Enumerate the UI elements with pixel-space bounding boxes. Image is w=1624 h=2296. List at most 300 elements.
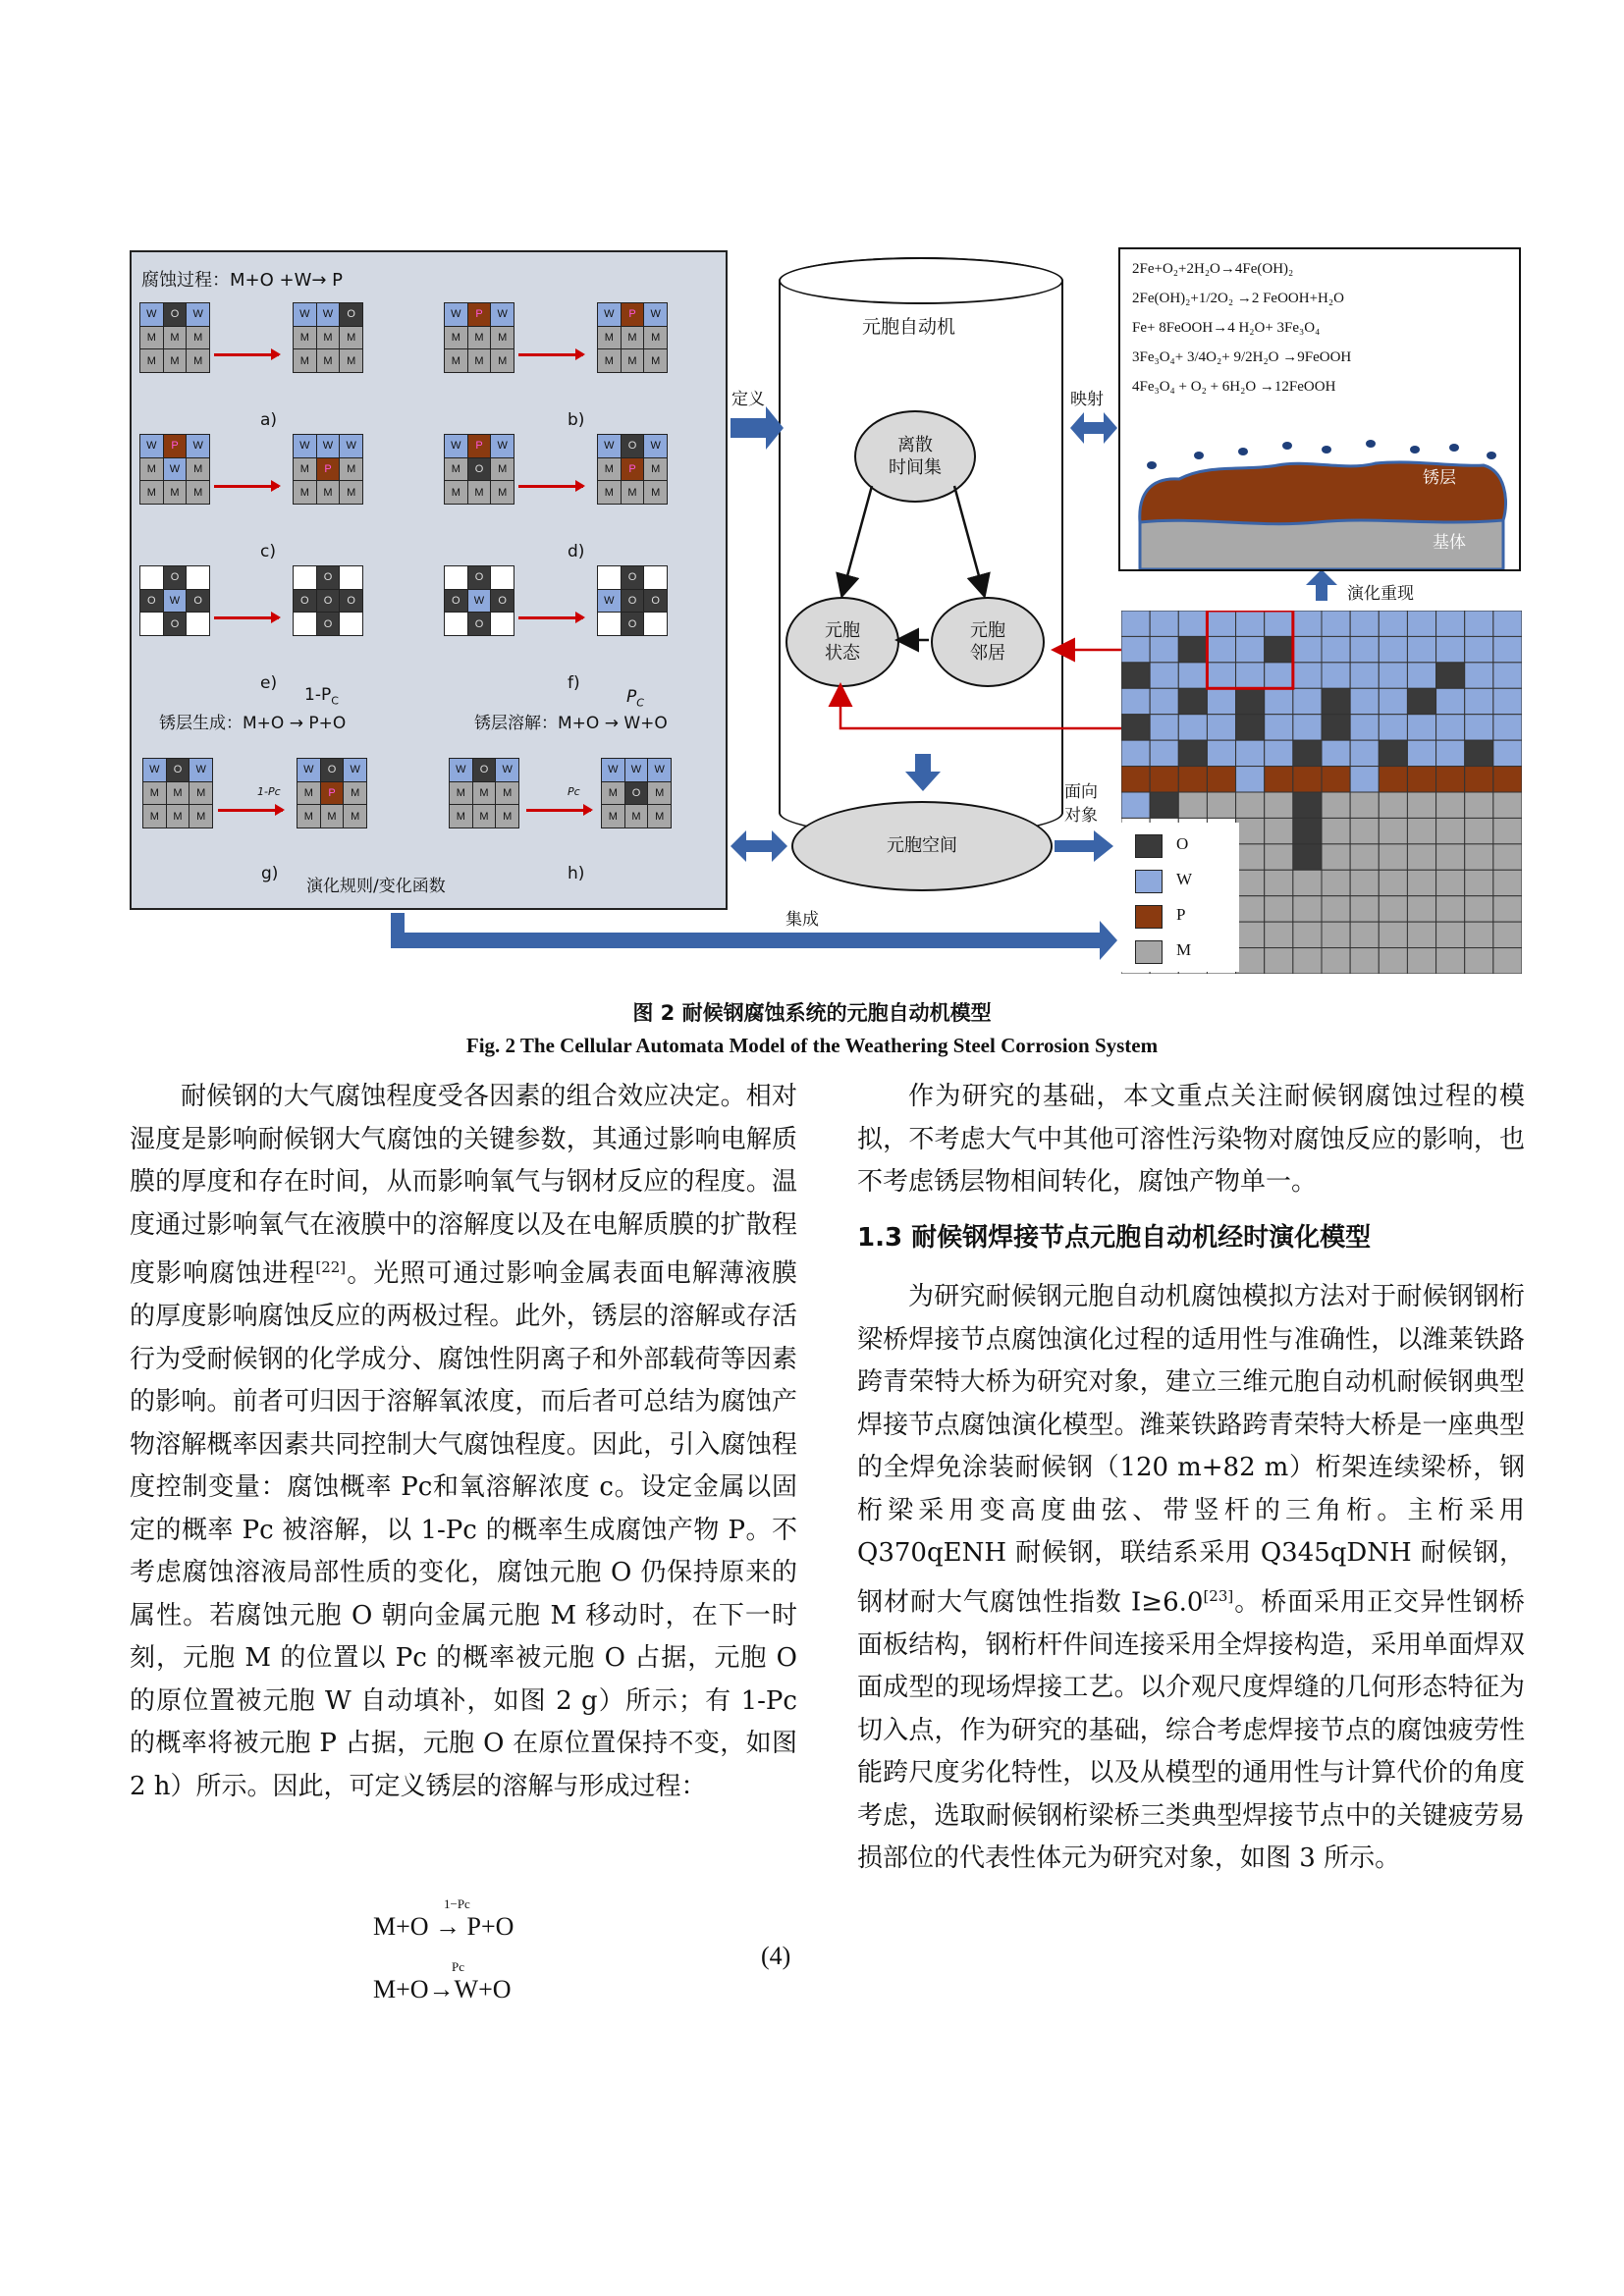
grid-cell: M xyxy=(317,481,340,504)
ca-cell xyxy=(1465,767,1493,792)
legend-swatch-w xyxy=(1135,870,1163,893)
evolve-arrow xyxy=(1306,569,1337,601)
grid-cell: O xyxy=(468,458,491,481)
ca-cell xyxy=(1207,740,1235,766)
ca-cell xyxy=(1150,688,1178,714)
grid-cell: O xyxy=(445,590,467,613)
ca-cell xyxy=(1465,715,1493,740)
ca-cell xyxy=(1379,636,1407,662)
grid-cell: M xyxy=(298,782,320,805)
ca-cell xyxy=(1293,636,1322,662)
ca-cell xyxy=(1493,870,1522,895)
left-column xyxy=(130,1076,797,1808)
grid-cell: M xyxy=(644,349,667,372)
ca-cell xyxy=(1493,792,1522,818)
grid-cell: W xyxy=(598,303,621,326)
grid-cell: M xyxy=(491,349,514,372)
ca-cell xyxy=(1407,948,1435,974)
grid-cell: W xyxy=(445,435,467,457)
grid-cell: O xyxy=(164,303,187,326)
ca-cell xyxy=(1322,663,1350,688)
ca-cell xyxy=(1322,844,1350,870)
equation-3: Fe+ 8FeOOH→4 H₂O+ 3Fe₃O₄ xyxy=(1132,320,1321,336)
grid-cell: M xyxy=(321,805,344,828)
ca-cell xyxy=(1493,740,1522,766)
right-paragraph-1: 作为研究的基础，本文重点关注耐候钢腐蚀过程的模拟，不考虑大气中其他可溶性污染物对腐蚀反应的影响，也不考虑锈层物相间转化，腐蚀产物单一。 xyxy=(857,1082,1525,1197)
equation-2: 2Fe(OH)₂+1/2O₂ →2 FeOOH+H₂O xyxy=(1132,291,1344,306)
equation-1: 2Fe+O₂+2H₂O→4Fe(OH)₂ xyxy=(1132,261,1294,277)
grid-cell: M xyxy=(164,349,187,372)
grid-cell: M xyxy=(294,327,316,349)
grid-cell: M xyxy=(187,458,209,481)
legend-label-w: W xyxy=(1176,870,1193,888)
grid-cell: M xyxy=(187,327,209,349)
ca-cell xyxy=(1293,948,1322,974)
ca-cell xyxy=(1121,663,1150,688)
ca-cell xyxy=(1407,740,1435,766)
grid-cell: M xyxy=(648,805,671,828)
ca-cell xyxy=(1236,740,1265,766)
ca-cell xyxy=(1465,870,1493,895)
grid-cell: M xyxy=(445,327,467,349)
grid-cell: O xyxy=(340,303,362,326)
ca-time-l1: 离散 xyxy=(897,434,933,455)
grid-cell: W xyxy=(602,759,624,781)
ca-cell xyxy=(1465,663,1493,688)
grid-cell: M xyxy=(140,327,163,349)
ca-cell xyxy=(1379,611,1407,636)
legend-label-o: O xyxy=(1176,834,1189,853)
grid-cell: W xyxy=(450,759,472,781)
ca-cell xyxy=(1322,715,1350,740)
grid-cell: W xyxy=(164,590,187,613)
grid-cell: O xyxy=(187,590,209,613)
grid-cell: P xyxy=(468,435,491,457)
ca-cell xyxy=(1265,715,1293,740)
grid-cell: O xyxy=(317,590,340,613)
ca-cell xyxy=(1150,740,1178,766)
ca-cell xyxy=(1207,767,1235,792)
ca-cell xyxy=(1379,767,1407,792)
down-arrow xyxy=(905,754,941,791)
grid-cell: M xyxy=(625,805,648,828)
sub-label: h) xyxy=(568,864,585,883)
ca-cell xyxy=(1465,844,1493,870)
grid-cell: W xyxy=(164,458,187,481)
ca-cell xyxy=(1293,792,1322,818)
rust-dis-prob-text: P xyxy=(626,687,637,707)
grid-cell: M xyxy=(340,349,362,372)
grid-cell: M xyxy=(317,327,340,349)
grid-cell: P xyxy=(164,435,187,457)
ca-cell xyxy=(1407,767,1435,792)
ca-cell xyxy=(1407,922,1435,947)
grid-cell: P xyxy=(317,458,340,481)
grid-cell: M xyxy=(140,458,163,481)
ca-cell xyxy=(1236,792,1265,818)
grid-cell: P xyxy=(321,782,344,805)
sub-label: g) xyxy=(261,864,279,883)
ca-cell xyxy=(1493,896,1522,922)
space-rules-arrow xyxy=(731,830,787,862)
ca-cell xyxy=(1178,688,1207,714)
equation-4b: M+O→W+O xyxy=(373,1975,512,2003)
red-arrow-state xyxy=(840,687,1127,728)
grid-cell: M xyxy=(189,805,212,828)
eq2-over: Pc xyxy=(452,1959,464,1974)
ca-cell xyxy=(1407,688,1435,714)
ca-cell xyxy=(1350,922,1379,947)
ca-cell xyxy=(1407,844,1435,870)
ca-cell xyxy=(1322,792,1350,818)
grid-cell: M xyxy=(468,327,491,349)
panel-title: 腐蚀过程：M+O +W→ P xyxy=(141,270,344,291)
ca-cell xyxy=(1379,896,1407,922)
ca-cell xyxy=(1436,870,1465,895)
ca-cell xyxy=(1350,767,1379,792)
ca-cell xyxy=(1436,818,1465,843)
ca-cell xyxy=(1265,948,1293,974)
ca-cell xyxy=(1293,767,1322,792)
ca-cell xyxy=(1493,922,1522,947)
ca-cell xyxy=(1265,896,1293,922)
map-label: 映射 xyxy=(1070,390,1104,409)
ca-cell xyxy=(1407,611,1435,636)
grid-cell: O xyxy=(622,435,644,457)
ca-cell xyxy=(1407,715,1435,740)
ca-cell xyxy=(1207,611,1235,636)
ca-cell xyxy=(1493,636,1522,662)
grid-cell: M xyxy=(450,782,472,805)
ca-cell xyxy=(1322,688,1350,714)
equation-4a: M+O → P+O xyxy=(373,1912,514,1941)
ca-cell xyxy=(1350,611,1379,636)
grid-cell: W xyxy=(496,759,518,781)
grid-cell: W xyxy=(491,303,514,326)
ca-cell xyxy=(1150,663,1178,688)
ca-cell xyxy=(1350,870,1379,895)
legend-swatch-m xyxy=(1135,940,1163,964)
ca-cell xyxy=(1293,818,1322,843)
grid-cell: W xyxy=(644,303,667,326)
ca-space-text: 元胞空间 xyxy=(887,835,957,857)
equation-number: (4) xyxy=(761,1942,791,1970)
rules-label: 演化规则/变化函数 xyxy=(306,877,446,896)
ca-cell xyxy=(1436,896,1465,922)
ca-cell xyxy=(1121,611,1150,636)
grid-cell: O xyxy=(491,590,514,613)
citation-23: [23] xyxy=(1203,1586,1234,1605)
grid-cell: M xyxy=(450,805,472,828)
ca-cell xyxy=(1207,792,1235,818)
ca-cell xyxy=(1265,870,1293,895)
rust-label: 锈层 xyxy=(1423,468,1456,488)
grid-cell: M xyxy=(344,805,366,828)
grid-cell: W xyxy=(294,303,316,326)
integrate-label: 集成 xyxy=(785,910,819,930)
ca-cell xyxy=(1350,844,1379,870)
ca-cell xyxy=(1322,922,1350,947)
ca-cell xyxy=(1407,818,1435,843)
right-paragraph-2 xyxy=(857,1276,1525,1881)
grid-cell: O xyxy=(622,566,644,589)
left-paragraph xyxy=(130,1076,797,1808)
ca-cell xyxy=(1293,844,1322,870)
ca-cell xyxy=(1322,948,1350,974)
ca-cell xyxy=(1493,948,1522,974)
grid-cell: M xyxy=(167,805,189,828)
ca-cell xyxy=(1350,663,1379,688)
ca-cell xyxy=(1379,948,1407,974)
grid-cell: M xyxy=(164,481,187,504)
sub-label: b) xyxy=(568,410,585,430)
rust-dis-prob-sub: C xyxy=(636,696,644,710)
grid-cell: O xyxy=(164,566,187,589)
grid-cell: W xyxy=(491,435,514,457)
grid-cell: M xyxy=(468,349,491,372)
grid-cell: M xyxy=(294,458,316,481)
ca-cell xyxy=(1236,948,1265,974)
ca-cell xyxy=(1265,767,1293,792)
ca-cell xyxy=(1293,663,1322,688)
ca-cell xyxy=(1121,636,1150,662)
ca-cell xyxy=(1493,663,1522,688)
ca-cell xyxy=(1265,818,1293,843)
left-para-text-2: 。光照可通过影响金属表面电解薄液膜的厚度影响腐蚀反应的两极过程。此外，锈层的溶解或存活行为受耐候钢的化学成分、腐蚀性阴离子和外部载荷等因素的影响。前者可归因于溶解氧浓度，而后者可总结为腐蚀产物溶解概率因素共同控制大气腐蚀程度。因此，引入腐蚀程度控制变量：腐蚀概率 Pc和氧溶解浓度 c。设定金属以固定的概率 Pc 被溶解，以 1-Pc 的概率生成腐蚀产物 P。不考虑腐蚀溶液局部性质的变化，腐蚀元胞 O 仍保持原来的属性。若腐蚀元胞 O 朝向金属元胞 M 移动时，在下一时刻，元胞 M 的位置以 Pc 的概率被元胞 O 占据，元胞 O 的原位置被元胞 W 自动填补，如图 2 g）所示；有 1-Pc 的概率将被元胞 P 占据，元胞 O 在原位置保持不变，如图 2 h）所示。因此，可定义锈层的溶解与形成过程： xyxy=(130,1258,797,1801)
ca-cell xyxy=(1178,740,1207,766)
ca-cell xyxy=(1293,688,1322,714)
ca-cell xyxy=(1322,818,1350,843)
ca-cell xyxy=(1407,870,1435,895)
ca-cell xyxy=(1121,792,1150,818)
ca-cell xyxy=(1265,636,1293,662)
ca-cell xyxy=(1493,767,1522,792)
ca-cell xyxy=(1350,636,1379,662)
ca-cell xyxy=(1465,688,1493,714)
ca-cell xyxy=(1265,663,1293,688)
grid-cell: O xyxy=(622,590,644,613)
ca-cell xyxy=(1465,896,1493,922)
ca-cell xyxy=(1322,636,1350,662)
ca-cell xyxy=(1265,740,1293,766)
rust-gen-prob-text: 1-P xyxy=(304,685,332,705)
grid-cell: M xyxy=(140,481,163,504)
grid-cell: M xyxy=(317,349,340,372)
grid-cell: M xyxy=(294,481,316,504)
arrow-prob-label: Pc xyxy=(568,785,580,798)
grid-cell: O xyxy=(468,613,491,635)
define-arrow xyxy=(731,406,784,450)
grid-cell: O xyxy=(340,590,362,613)
ca-cell xyxy=(1379,740,1407,766)
ca-cell xyxy=(1207,636,1235,662)
rust-gen-label: 锈层生成：M+O → P+O xyxy=(159,714,347,733)
grid-cell: M xyxy=(602,782,624,805)
ca-cell xyxy=(1465,792,1493,818)
grid-cell: W xyxy=(598,435,621,457)
sub-label: f) xyxy=(568,673,580,693)
grid-cell: P xyxy=(622,303,644,326)
grid-cell: O xyxy=(294,590,316,613)
ca-cell xyxy=(1293,740,1322,766)
equation-4: 3Fe₃O₄+ 3/4O₂+ 9/2H₂O →9FeOOH xyxy=(1132,349,1352,365)
ca-cell xyxy=(1407,636,1435,662)
evolve-label: 演化重现 xyxy=(1347,584,1414,604)
grid-cell: M xyxy=(164,327,187,349)
grid-cell: M xyxy=(298,805,320,828)
grid-cell: M xyxy=(622,481,644,504)
ca-cell xyxy=(1293,870,1322,895)
rust-gen-prob-sub: C xyxy=(331,694,339,708)
sub-label: c) xyxy=(260,542,276,561)
ca-cell xyxy=(1350,740,1379,766)
grid-cell: M xyxy=(602,805,624,828)
ca-cell xyxy=(1178,792,1207,818)
figure-caption-zh: 图 2 耐候钢腐蚀系统的元胞自动机模型 xyxy=(632,1001,992,1025)
arrow-prob-label: 1-Pc xyxy=(257,785,281,798)
ca-cell xyxy=(1178,767,1207,792)
grid-cell: M xyxy=(340,458,362,481)
time-to-state-arrow xyxy=(842,486,872,594)
ca-neighbor-l2: 邻居 xyxy=(970,643,1005,664)
right-column-bottom xyxy=(857,1276,1525,1881)
ca-cell xyxy=(1121,688,1150,714)
rust-dis-label: 锈层溶解：M+O → W+O xyxy=(474,714,668,733)
section-heading: 1.3 耐候钢焊接节点元胞自动机经时演化模型 xyxy=(857,1223,1372,1253)
ca-cell xyxy=(1436,740,1465,766)
ca-cell xyxy=(1293,611,1322,636)
grid-cell: W xyxy=(187,435,209,457)
legend-swatch-o xyxy=(1135,834,1163,858)
map-arrow xyxy=(1070,412,1117,444)
grid-cell: W xyxy=(344,759,366,781)
right-column-top xyxy=(857,1076,1525,1204)
grid-cell: M xyxy=(340,481,362,504)
ca-neighbor-l1: 元胞 xyxy=(970,619,1005,641)
ca-cell xyxy=(1379,792,1407,818)
grid-cell: M xyxy=(491,327,514,349)
grid-cell: O xyxy=(468,566,491,589)
grid-cell: O xyxy=(140,590,163,613)
ca-cell xyxy=(1493,611,1522,636)
ca-cell xyxy=(1121,715,1150,740)
grid-cell: W xyxy=(298,759,320,781)
ca-cell xyxy=(1265,688,1293,714)
ca-cell xyxy=(1493,844,1522,870)
ca-cell xyxy=(1350,896,1379,922)
object-label-1: 面向 xyxy=(1064,782,1098,802)
grid-cell: M xyxy=(143,805,166,828)
sub-label: e) xyxy=(260,673,278,693)
ca-cell xyxy=(1493,818,1522,843)
ca-cell xyxy=(1436,792,1465,818)
grid-cell: O xyxy=(167,759,189,781)
ca-cell xyxy=(1379,922,1407,947)
legend xyxy=(1121,823,1239,972)
ca-cell xyxy=(1436,844,1465,870)
grid-cell: W xyxy=(625,759,648,781)
grid-cell: O xyxy=(317,613,340,635)
ca-cell xyxy=(1121,740,1150,766)
grid-cell: M xyxy=(473,805,496,828)
ca-cell xyxy=(1322,870,1350,895)
grid-cell: M xyxy=(445,481,467,504)
grid-cell: W xyxy=(140,303,163,326)
grid-cell: M xyxy=(644,327,667,349)
grid-cell: M xyxy=(598,458,621,481)
ca-cell xyxy=(1236,844,1265,870)
ca-cell xyxy=(1207,688,1235,714)
ca-cell xyxy=(1150,715,1178,740)
ca-state-l1: 元胞 xyxy=(825,619,860,641)
ca-cell xyxy=(1236,896,1265,922)
ca-cell xyxy=(1236,688,1265,714)
grid-cell: P xyxy=(622,458,644,481)
ca-cell xyxy=(1350,792,1379,818)
ca-cell xyxy=(1236,870,1265,895)
ca-cell xyxy=(1465,948,1493,974)
ca-cell xyxy=(1178,636,1207,662)
ca-cell xyxy=(1379,663,1407,688)
base-label: 基体 xyxy=(1433,533,1466,553)
ca-cell xyxy=(1379,870,1407,895)
ca-cell xyxy=(1322,767,1350,792)
ca-cell xyxy=(1236,611,1265,636)
grid-cell: M xyxy=(344,782,366,805)
ca-cell xyxy=(1493,715,1522,740)
grid-cell: W xyxy=(189,759,212,781)
grid-cell: M xyxy=(491,481,514,504)
ca-cell xyxy=(1265,844,1293,870)
ca-cell xyxy=(1207,663,1235,688)
ca-cell xyxy=(1236,715,1265,740)
grid-cell: M xyxy=(189,782,212,805)
ca-cell xyxy=(1379,715,1407,740)
ca-cell xyxy=(1236,663,1265,688)
ca-cell xyxy=(1407,663,1435,688)
ca-cell xyxy=(1407,896,1435,922)
ca-cell xyxy=(1436,715,1465,740)
time-to-neighbor-arrow xyxy=(954,486,984,594)
ca-cell xyxy=(1436,922,1465,947)
grid-cell: O xyxy=(317,566,340,589)
legend-label-p: P xyxy=(1176,905,1186,924)
ca-cell xyxy=(1465,611,1493,636)
ca-cell xyxy=(1178,663,1207,688)
ca-cell xyxy=(1293,922,1322,947)
ca-cell xyxy=(1379,818,1407,843)
grid-cell: O xyxy=(321,759,344,781)
grid-cell: M xyxy=(294,349,316,372)
grid-cell: O xyxy=(644,590,667,613)
ca-cell xyxy=(1379,844,1407,870)
ca-cell xyxy=(1236,636,1265,662)
grid-cell: W xyxy=(644,435,667,457)
ca-cell xyxy=(1436,636,1465,662)
ca-cell xyxy=(1150,767,1178,792)
grid-cell: M xyxy=(598,349,621,372)
ca-cell xyxy=(1150,611,1178,636)
grid-cell: M xyxy=(644,458,667,481)
eq1-over: 1−Pc xyxy=(444,1896,470,1911)
chemistry-box xyxy=(1118,247,1521,571)
grid-cell: M xyxy=(468,481,491,504)
sub-label: a) xyxy=(260,410,278,430)
ca-cell xyxy=(1407,792,1435,818)
grid-cell: W xyxy=(598,590,621,613)
ca-cell xyxy=(1350,948,1379,974)
ca-state-l2: 状态 xyxy=(825,643,860,664)
